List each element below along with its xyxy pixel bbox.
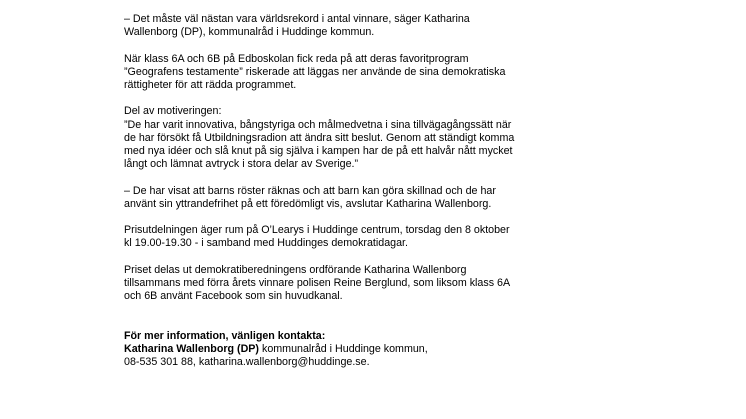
class-story-paragraph <box>124 53 594 93</box>
contact-name-line <box>124 343 594 356</box>
press-release-body <box>124 13 594 369</box>
text-line: Priset delas ut demokratiberedningens ordförande Katharina Wallenborg <box>124 263 467 276</box>
text-line: När klass 6A och 6B på Edboskolan fick reda på att deras favoritprogram <box>124 52 469 65</box>
text-line: Prisutdelningen äger rum på O’Learys i Huddinge centrum, torsdag den 8 oktober <box>124 224 510 237</box>
text-line: med nya idéer och slå knut på sig själva i kampen har de på ett halvår nått mycket <box>124 145 513 157</box>
spacer <box>124 317 594 330</box>
contact-details: 08-535 301 88, katharina.wallenborg@huddinge.se. <box>124 356 370 369</box>
quote-paragraph-2 <box>124 185 594 211</box>
text-line: de har försökt få Utbildningsradion att ändra sitt beslut. Genom att ständigt komma <box>124 131 515 144</box>
text-line: – De har visat att barns röster räknas och att barn kan göra skillnad och de har <box>124 184 496 197</box>
motivation-heading: Del av motiveringen: <box>124 105 222 118</box>
text-line: långt och lämnat avtryck i stora delar av Sverige.” <box>124 158 359 171</box>
text-line: och 6B använt Facebook som sin huvudkanal. <box>124 290 343 303</box>
text-line: – Det måste väl nästan vara världsrekord i antal vinnare, säger Katharina <box>124 13 470 25</box>
text-line: ”De har varit innovativa, bångstyriga och målmedvetna i sina tillvägagångssätt när <box>124 118 512 131</box>
quote-paragraph-1 <box>124 13 594 39</box>
text-line: Wallenborg (DP), kommunalråd i Huddinge kommun. <box>124 26 375 39</box>
contact-heading-text: För mer information, vänligen kontakta: <box>124 329 326 342</box>
motivation-paragraph <box>124 105 594 171</box>
contact-role: kommunalråd i Huddinge kommun, <box>259 342 428 355</box>
text-line: kl 19.00-19.30 - i samband med Huddinges demokratidagar. <box>124 237 408 250</box>
text-line: använt sin yttrandefrihet på ett föredömligt vis, avslutar Katharina Wallenborg. <box>124 197 492 210</box>
text-line: rättigheter för att rädda programmet. <box>124 79 297 91</box>
contact-block <box>124 330 594 370</box>
ceremony-paragraph <box>124 224 594 250</box>
presenter-paragraph <box>124 264 594 304</box>
text-line: tillsammans med förra årets vinnare polisen Reine Berglund, som liksom klass 6A <box>124 276 511 289</box>
contact-heading <box>124 330 594 343</box>
text-line: ”Geografens testamente” riskerade att läggas ner använde de sina demokratiska <box>124 65 506 78</box>
contact-name: Katharina Wallenborg (DP) <box>124 342 259 355</box>
